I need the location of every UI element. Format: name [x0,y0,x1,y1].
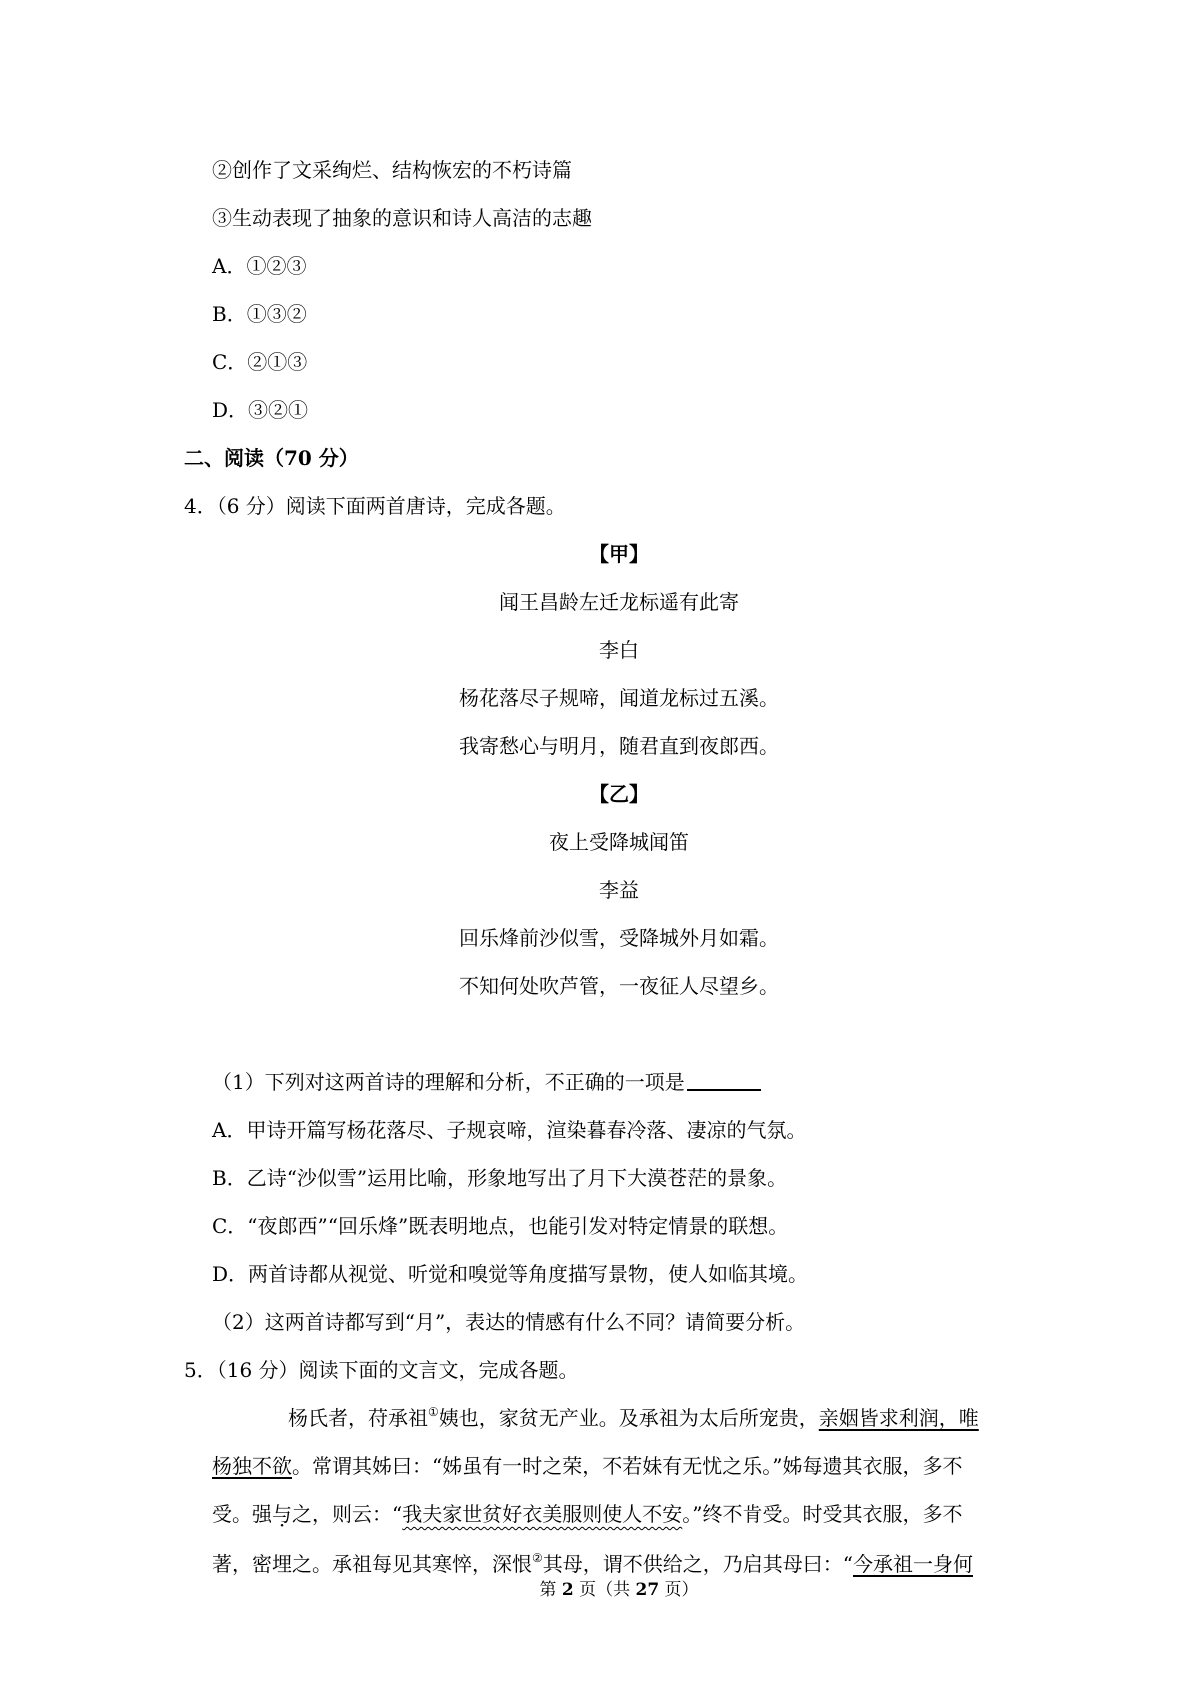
page-number: 2 [561,1580,574,1600]
emphasis-dot-char: 与 [272,1502,292,1526]
passage-text: 著，密埋之。承祖每见其寒悴，深恨 [212,1552,532,1576]
poem-b-line-1: 回乐烽前沙似雪，受降城外月如霜。 [459,926,779,950]
passage-text: 姨也，家贫无产业。及承祖为太后所宠贵， [438,1406,819,1430]
footer-text: 第 [539,1580,562,1600]
poem-b-author: 李益 [599,878,639,902]
q4-sub1-option-a: A．甲诗开篇写杨花落尽、子规哀啼，渲染暮春冷落、凄凉的气氛。 [212,1118,807,1142]
total-pages: 27 [635,1580,660,1600]
underlined-sentence: 杨独不欲 [212,1454,292,1478]
q4-sub2: （2）这两首诗都写到“月”，表达的情感有什么不同？请简要分析。 [212,1310,806,1334]
passage-text: 。常谓其姊曰：“姊虽有一时之荣，不若妹有无忧之乐。”姊每遗其衣服，多不 [292,1454,963,1478]
passage-text: 。”终不肯受。时受其衣服，多不 [682,1502,963,1526]
underlined-sentence: 今承祖一身何 [853,1552,973,1576]
poem-a-title: 闻王昌龄左迁龙标遥有此寄 [499,590,739,614]
q4-stem: 4．（6 分）阅读下面两首唐诗，完成各题。 [184,494,566,518]
poem-a-author: 李白 [599,638,639,662]
wavy-underlined-sentence: 我夫家世贫好衣美服则使人不安 [402,1502,683,1526]
q3-option-a: A．①②③ [212,254,307,278]
q4-sub1 [212,1067,761,1097]
poem-b-line-2: 不知何处吹芦管，一夜征人尽望乡。 [459,974,779,998]
passage-text: 其母，谓不供给之，乃启其母曰：“ [542,1552,853,1576]
q4-sub1-option-c: C．“夜郎西”“回乐烽”既表明地点，也能引发对特定情景的联想。 [212,1214,789,1238]
poem-a-line-2: 我寄愁心与明月，随君直到夜郎西。 [459,734,779,758]
passage-line-4 [212,1549,973,1579]
page-footer [0,1578,1200,1602]
q3-item-3: ③生动表现了抽象的意识和诗人高洁的志趣 [212,206,592,230]
passage-line-2 [212,1451,962,1481]
answer-blank [687,1067,761,1091]
passage-line-3 [212,1499,962,1529]
poem-a-tag: 【甲】 [589,542,649,566]
passage-text: 之，则云：“ [292,1502,403,1526]
footer-text: 页） [659,1580,699,1600]
q4-sub1-option-d: D．两首诗都从视觉、听觉和嗅觉等角度描写景物，使人如临其境。 [212,1262,809,1286]
q3-item-2: ②创作了文采绚烂、结构恢宏的不朽诗篇 [212,158,572,182]
poem-b-tag: 【乙】 [589,782,649,806]
q3-option-c: C．②①③ [212,350,308,374]
poem-a-line-1: 杨花落尽子规啼，闻道龙标过五溪。 [459,686,779,710]
poem-b-title: 夜上受降城闻笛 [549,830,689,854]
q3-option-b: B．①③② [212,302,307,326]
underlined-sentence: 亲姻皆求利润，唯 [818,1406,979,1430]
footer-text: 页（共 [573,1580,636,1600]
q4-sub1-text: （1）下列对这两首诗的理解和分析，不正确的一项是 [212,1070,685,1094]
footnote-ref-1: ① [428,1405,439,1419]
q4-sub1-option-b: B．乙诗“沙似雪”运用比喻，形象地写出了月下大漠苍茫的景象。 [212,1166,788,1190]
passage-text: 受。强 [212,1502,272,1526]
q5-stem: 5．（16 分）阅读下面的文言文，完成各题。 [184,1358,579,1382]
passage-line-1 [288,1403,979,1433]
section-title: 二、阅读（70 分） [184,446,359,470]
q3-option-d: D．③②① [212,398,309,422]
footnote-ref-2: ② [532,1551,543,1565]
passage-text: 杨氏者，苻承祖 [288,1406,428,1430]
